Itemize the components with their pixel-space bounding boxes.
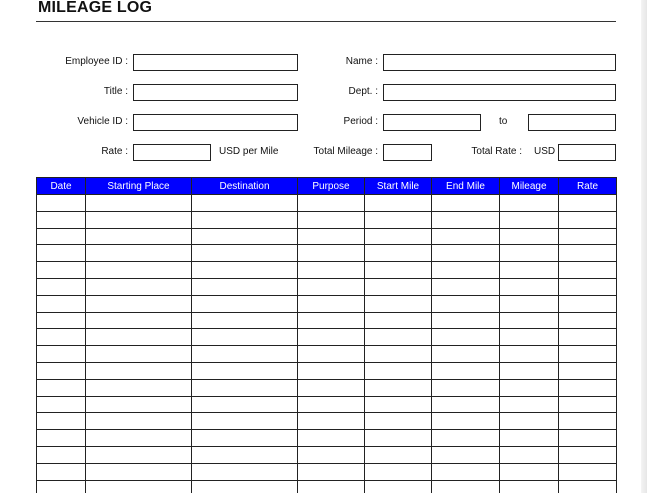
table-cell[interactable] [500, 312, 559, 329]
table-cell[interactable] [37, 312, 86, 329]
table-cell[interactable] [192, 329, 298, 346]
table-cell[interactable] [559, 396, 617, 413]
table-row [37, 228, 617, 245]
table-cell[interactable] [86, 295, 192, 312]
table-cell[interactable] [37, 413, 86, 430]
column-header-purpose: Purpose [298, 178, 365, 195]
table-cell[interactable] [192, 312, 298, 329]
total-mileage-field[interactable] [383, 144, 432, 161]
table-cell[interactable] [86, 312, 192, 329]
table-cell[interactable] [37, 195, 86, 212]
table-cell[interactable] [37, 463, 86, 480]
table-cell[interactable] [432, 245, 500, 262]
vehicle-id-label: Vehicle ID : [77, 116, 128, 127]
table-cell[interactable] [500, 211, 559, 228]
table-cell[interactable] [432, 278, 500, 295]
table-cell[interactable] [432, 413, 500, 430]
employee-id-label: Employee ID : [65, 56, 128, 67]
table-cell[interactable] [37, 430, 86, 447]
table-cell[interactable] [298, 329, 365, 346]
table-cell[interactable] [559, 228, 617, 245]
table-row [37, 379, 617, 396]
table-cell[interactable] [298, 346, 365, 363]
table-cell[interactable] [432, 480, 500, 493]
table-cell[interactable] [86, 346, 192, 363]
table-cell[interactable] [365, 463, 432, 480]
table-cell[interactable] [432, 379, 500, 396]
table-cell[interactable] [365, 396, 432, 413]
table-cell[interactable] [86, 446, 192, 463]
table-cell[interactable] [500, 480, 559, 493]
table-cell[interactable] [192, 278, 298, 295]
table-cell[interactable] [86, 245, 192, 262]
table-cell[interactable] [432, 346, 500, 363]
table-cell[interactable] [432, 262, 500, 279]
table-cell[interactable] [298, 396, 365, 413]
table-cell[interactable] [500, 262, 559, 279]
table-cell[interactable] [365, 379, 432, 396]
table-row [37, 245, 617, 262]
rate-field[interactable] [133, 144, 211, 161]
table-cell[interactable] [365, 446, 432, 463]
table-row [37, 413, 617, 430]
table-cell[interactable] [559, 446, 617, 463]
table-cell[interactable] [37, 228, 86, 245]
table-cell[interactable] [559, 278, 617, 295]
column-header-destination: Destination [192, 178, 298, 195]
table-cell[interactable] [298, 379, 365, 396]
table-cell[interactable] [500, 228, 559, 245]
table-cell[interactable] [365, 228, 432, 245]
table-cell[interactable] [86, 379, 192, 396]
table-cell[interactable] [500, 430, 559, 447]
table-cell[interactable] [192, 396, 298, 413]
table-cell[interactable] [500, 463, 559, 480]
title-underline [36, 21, 616, 22]
table-cell[interactable] [559, 211, 617, 228]
table-cell[interactable] [500, 396, 559, 413]
table-cell[interactable] [37, 295, 86, 312]
table-cell[interactable] [559, 362, 617, 379]
column-header-mileage: Mileage [500, 178, 559, 195]
column-header-date: Date [37, 178, 86, 195]
period-start-field[interactable] [383, 114, 481, 131]
table-cell[interactable] [559, 463, 617, 480]
table-cell[interactable] [298, 295, 365, 312]
table-cell[interactable] [365, 312, 432, 329]
table-cell[interactable] [192, 245, 298, 262]
table-cell[interactable] [86, 362, 192, 379]
table-cell[interactable] [298, 430, 365, 447]
table-cell[interactable] [86, 195, 192, 212]
rate-label: Rate : [101, 146, 128, 157]
table-cell[interactable] [365, 480, 432, 493]
column-header-start-mile: Start Mile [365, 178, 432, 195]
table-cell[interactable] [37, 346, 86, 363]
table-cell[interactable] [86, 480, 192, 493]
table-cell[interactable] [365, 329, 432, 346]
table-cell[interactable] [298, 413, 365, 430]
table-cell[interactable] [365, 195, 432, 212]
table-cell[interactable] [298, 362, 365, 379]
column-header-end-mile: End Mile [432, 178, 500, 195]
table-cell[interactable] [432, 228, 500, 245]
period-to-label: to [499, 116, 508, 127]
table-cell[interactable] [559, 430, 617, 447]
table-row [37, 362, 617, 379]
table-cell[interactable] [86, 430, 192, 447]
table-cell[interactable] [432, 362, 500, 379]
table-cell[interactable] [432, 195, 500, 212]
table-cell[interactable] [37, 245, 86, 262]
table-cell[interactable] [298, 278, 365, 295]
table-row [37, 262, 617, 279]
dept-field[interactable] [383, 84, 616, 101]
table-cell[interactable] [432, 430, 500, 447]
table-cell[interactable] [298, 262, 365, 279]
table-row [37, 463, 617, 480]
table-cell[interactable] [365, 346, 432, 363]
table-cell[interactable] [37, 211, 86, 228]
table-cell[interactable] [192, 480, 298, 493]
table-cell[interactable] [432, 446, 500, 463]
table-cell[interactable] [86, 396, 192, 413]
table-cell[interactable] [365, 245, 432, 262]
table-cell[interactable] [559, 346, 617, 363]
table-cell[interactable] [500, 195, 559, 212]
table-row [37, 211, 617, 228]
employee-id-field[interactable] [133, 54, 298, 71]
table-cell[interactable] [365, 430, 432, 447]
table-cell[interactable] [192, 346, 298, 363]
table-cell[interactable] [500, 278, 559, 295]
table-cell[interactable] [86, 211, 192, 228]
table-cell[interactable] [298, 245, 365, 262]
table-cell[interactable] [559, 245, 617, 262]
total-rate-field[interactable] [558, 144, 616, 161]
table-cell[interactable] [559, 262, 617, 279]
period-label: Period : [343, 116, 378, 127]
table-cell[interactable] [37, 446, 86, 463]
table-cell[interactable] [500, 413, 559, 430]
table-cell[interactable] [432, 329, 500, 346]
table-cell[interactable] [559, 329, 617, 346]
table-cell[interactable] [192, 413, 298, 430]
table-cell[interactable] [365, 211, 432, 228]
table-row [37, 329, 617, 346]
table-cell[interactable] [192, 430, 298, 447]
table-row [37, 396, 617, 413]
table-cell[interactable] [192, 362, 298, 379]
name-field[interactable] [383, 54, 616, 71]
table-cell[interactable] [298, 211, 365, 228]
name-label: Name : [345, 56, 378, 67]
table-cell[interactable] [432, 295, 500, 312]
table-header-row [37, 178, 617, 195]
total-mileage-label: Total Mileage : [313, 146, 378, 157]
table-cell[interactable] [37, 329, 86, 346]
column-header-rate: Rate [559, 178, 617, 195]
total-rate-currency-label: USD [534, 146, 556, 157]
table-cell[interactable] [37, 379, 86, 396]
table-row [37, 295, 617, 312]
table-cell[interactable] [500, 329, 559, 346]
table-cell[interactable] [500, 446, 559, 463]
table-cell[interactable] [559, 480, 617, 493]
table-cell[interactable] [192, 463, 298, 480]
table-body [37, 195, 617, 493]
table-cell[interactable] [86, 278, 192, 295]
table-row [37, 278, 617, 295]
page-edge-shadow [641, 0, 647, 493]
table-cell[interactable] [500, 346, 559, 363]
table-cell[interactable] [37, 362, 86, 379]
table-cell[interactable] [192, 228, 298, 245]
table-cell[interactable] [298, 463, 365, 480]
table-cell[interactable] [365, 262, 432, 279]
table-cell[interactable] [559, 413, 617, 430]
table-cell[interactable] [365, 295, 432, 312]
table-cell[interactable] [86, 463, 192, 480]
table-cell[interactable] [37, 396, 86, 413]
table-cell[interactable] [298, 228, 365, 245]
table-row [37, 446, 617, 463]
table-cell[interactable] [86, 262, 192, 279]
table-cell[interactable] [500, 245, 559, 262]
table-cell[interactable] [500, 379, 559, 396]
table-cell[interactable] [298, 446, 365, 463]
table-cell[interactable] [298, 195, 365, 212]
rate-unit-label: USD per Mile [219, 146, 279, 157]
table-cell[interactable] [37, 480, 86, 493]
table-cell[interactable] [559, 379, 617, 396]
table-cell[interactable] [365, 362, 432, 379]
column-header-starting-place: Starting Place [86, 178, 192, 195]
table-cell[interactable] [192, 262, 298, 279]
table-cell[interactable] [432, 396, 500, 413]
table-cell[interactable] [432, 211, 500, 228]
vehicle-id-field[interactable] [133, 114, 298, 131]
title-field[interactable] [133, 84, 298, 101]
table-cell[interactable] [192, 195, 298, 212]
page-title: MILEAGE LOG [38, 0, 153, 16]
period-end-field[interactable] [528, 114, 616, 131]
table-cell[interactable] [192, 379, 298, 396]
table-cell[interactable] [37, 278, 86, 295]
table-cell[interactable] [192, 211, 298, 228]
total-rate-label: Total Rate : [471, 146, 522, 157]
dept-label: Dept. : [348, 86, 378, 97]
table-cell[interactable] [365, 278, 432, 295]
table-cell[interactable] [192, 446, 298, 463]
table-cell[interactable] [500, 295, 559, 312]
table-cell[interactable] [432, 312, 500, 329]
table-cell[interactable] [298, 312, 365, 329]
table-cell[interactable] [192, 295, 298, 312]
table-cell[interactable] [559, 195, 617, 212]
table-cell[interactable] [86, 228, 192, 245]
table-cell[interactable] [298, 480, 365, 493]
table-row [37, 430, 617, 447]
table-cell[interactable] [86, 329, 192, 346]
table-cell[interactable] [500, 362, 559, 379]
mileage-table [36, 177, 617, 493]
table-cell[interactable] [432, 463, 500, 480]
table-cell[interactable] [86, 413, 192, 430]
table-row [37, 346, 617, 363]
table-cell[interactable] [37, 262, 86, 279]
table-row [37, 480, 617, 493]
table-row [37, 195, 617, 212]
title-label: Title : [103, 86, 128, 97]
table-row [37, 312, 617, 329]
table-cell[interactable] [559, 312, 617, 329]
table-cell[interactable] [365, 413, 432, 430]
table-cell[interactable] [559, 295, 617, 312]
